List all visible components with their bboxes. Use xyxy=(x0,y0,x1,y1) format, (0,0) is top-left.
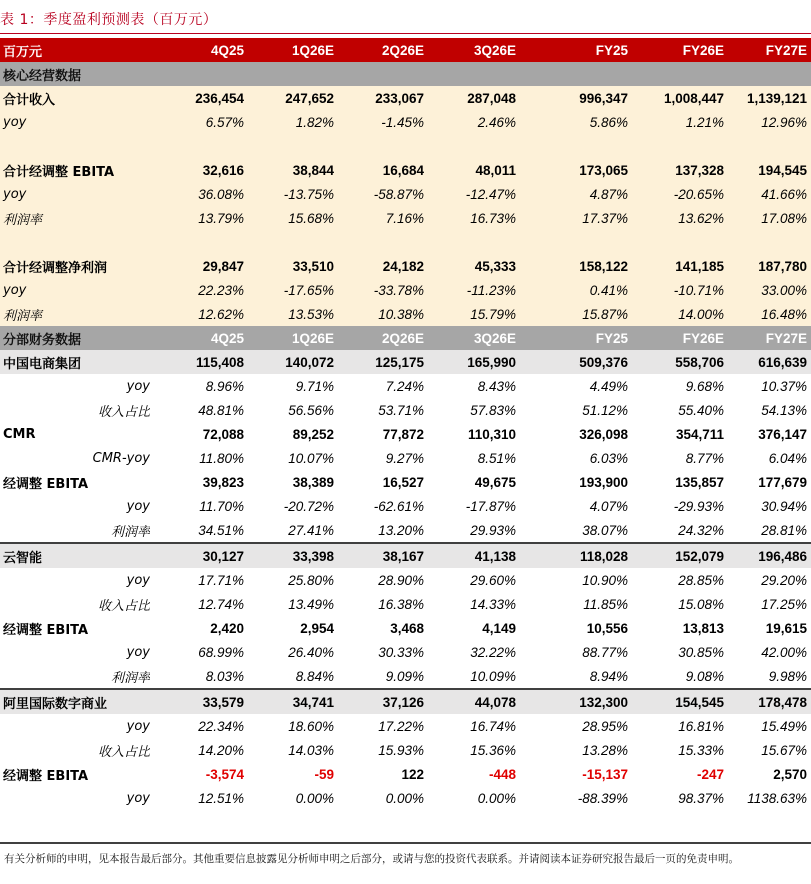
value-cell: 11.80% xyxy=(199,450,244,466)
value-cell: 28.81% xyxy=(761,522,807,538)
value-cell: 41.66% xyxy=(728,182,811,206)
value-cell: 0.41% xyxy=(520,278,632,302)
row-label: yoy xyxy=(0,278,150,302)
value-cell: 10.07% xyxy=(288,450,334,466)
row-label: 阿里国际数字商业 xyxy=(0,689,150,714)
table-row xyxy=(0,206,811,230)
value-cell: 37,126 xyxy=(338,689,428,714)
section-title: 核心经营数据 xyxy=(0,62,150,86)
value-cell: 16.81% xyxy=(678,718,724,734)
row-label: CMR-yoy xyxy=(92,450,150,466)
value-cell: 1.21% xyxy=(632,110,728,134)
section-column-label: FY25 xyxy=(520,326,632,350)
value-cell: 10.09% xyxy=(470,668,516,684)
value-cell: 8.96% xyxy=(205,378,244,394)
empty-cell xyxy=(338,230,428,254)
section-header-row xyxy=(0,62,811,86)
value-cell: 56.56% xyxy=(288,402,334,418)
table-row xyxy=(0,422,811,446)
value-cell: -59 xyxy=(314,766,334,782)
value-cell: 509,376 xyxy=(520,350,632,374)
table-row xyxy=(0,446,811,470)
value-cell: 29,847 xyxy=(150,254,248,278)
section-title: 分部财务数据 xyxy=(0,326,150,350)
row-label: 经调整 EBITA xyxy=(3,476,89,492)
row-label: yoy xyxy=(0,110,150,134)
value-cell: 32.22% xyxy=(470,644,516,660)
header-row xyxy=(0,38,811,62)
value-cell: 44,078 xyxy=(428,689,520,714)
row-label: 利润率 xyxy=(110,524,150,540)
value-cell: 98.37% xyxy=(678,790,724,806)
row-label: 合计经调整净利润 xyxy=(0,254,150,278)
value-cell: 196,486 xyxy=(728,543,811,568)
row-label: 收入占比 xyxy=(97,744,150,760)
section-column-label: 3Q26E xyxy=(428,326,520,350)
value-cell: 39,823 xyxy=(202,474,244,490)
value-cell: 32,616 xyxy=(150,158,248,182)
table-row xyxy=(0,762,811,786)
value-cell: 7.16% xyxy=(338,206,428,230)
value-cell: 10,556 xyxy=(586,620,628,636)
section-column-label: FY27E xyxy=(728,326,811,350)
column-header: 3Q26E xyxy=(428,38,520,62)
row-label: 合计收入 xyxy=(0,86,150,110)
table-row xyxy=(0,254,811,278)
section-column-label: 2Q26E xyxy=(338,326,428,350)
value-cell: 38.07% xyxy=(582,522,628,538)
row-label: yoy xyxy=(126,572,150,588)
value-cell: 15.36% xyxy=(470,742,516,758)
empty-cell xyxy=(632,134,728,158)
value-cell: 45,333 xyxy=(428,254,520,278)
table-row xyxy=(0,374,811,398)
table-row xyxy=(0,302,811,326)
value-cell: 15.33% xyxy=(678,742,724,758)
value-cell: 33,579 xyxy=(150,689,248,714)
table-row xyxy=(0,86,811,110)
value-cell: 177,679 xyxy=(758,474,807,490)
value-cell: 29.93% xyxy=(470,522,516,538)
row-label: yoy xyxy=(126,498,150,514)
table-row xyxy=(0,664,811,689)
value-cell: 19,615 xyxy=(765,620,807,636)
value-cell: 115,408 xyxy=(150,350,248,374)
value-cell: 0.00% xyxy=(385,790,424,806)
row-label: yoy xyxy=(0,182,150,206)
value-cell: 6.03% xyxy=(589,450,628,466)
table-row xyxy=(0,158,811,182)
value-cell: 68.99% xyxy=(198,644,244,660)
table-row xyxy=(0,398,811,422)
empty-cell xyxy=(520,134,632,158)
value-cell: 247,652 xyxy=(248,86,338,110)
row-label: 利润率 xyxy=(0,302,150,326)
section-column-label xyxy=(728,62,811,86)
value-cell: 110,310 xyxy=(467,426,516,442)
table-bottom-rule xyxy=(0,842,811,844)
value-cell: 558,706 xyxy=(632,350,728,374)
value-cell: 15.08% xyxy=(678,596,724,612)
value-cell: 14.33% xyxy=(470,596,516,612)
value-cell: 3,468 xyxy=(390,620,424,636)
empty-cell xyxy=(428,134,520,158)
value-cell: 10.37% xyxy=(761,378,807,394)
value-cell: 15.49% xyxy=(761,718,807,734)
value-cell: 16,527 xyxy=(382,474,424,490)
value-cell: 4.49% xyxy=(589,378,628,394)
table-row xyxy=(0,689,811,714)
value-cell: 16,684 xyxy=(338,158,428,182)
value-cell: 30.94% xyxy=(761,498,807,514)
spacer-row xyxy=(0,230,811,254)
section-column-label xyxy=(520,62,632,86)
value-cell: 17.25% xyxy=(761,596,807,612)
section-column-label: FY26E xyxy=(632,326,728,350)
value-cell: 125,175 xyxy=(338,350,428,374)
value-cell: 33,510 xyxy=(248,254,338,278)
value-cell: 33.00% xyxy=(728,278,811,302)
table-row xyxy=(0,350,811,374)
empty-cell xyxy=(728,230,811,254)
value-cell: 187,780 xyxy=(728,254,811,278)
value-cell: 14.00% xyxy=(632,302,728,326)
value-cell: 30.85% xyxy=(678,644,724,660)
value-cell: 9.98% xyxy=(768,668,807,684)
value-cell: 4,149 xyxy=(482,620,516,636)
spacer-row xyxy=(0,134,811,158)
unit-header: 百万元 xyxy=(0,38,150,62)
table-row xyxy=(0,278,811,302)
row-label: 利润率 xyxy=(110,670,150,686)
value-cell: 22.23% xyxy=(150,278,248,302)
column-header: FY25 xyxy=(520,38,632,62)
value-cell: 13.79% xyxy=(150,206,248,230)
value-cell: 8.43% xyxy=(477,378,516,394)
value-cell: 8.77% xyxy=(685,450,724,466)
section-column-label xyxy=(632,62,728,86)
table-row xyxy=(0,182,811,206)
value-cell: 16.73% xyxy=(428,206,520,230)
value-cell: -58.87% xyxy=(338,182,428,206)
value-cell: 38,389 xyxy=(292,474,334,490)
value-cell: 10.90% xyxy=(582,572,628,588)
section-column-label xyxy=(150,62,248,86)
column-header: 1Q26E xyxy=(248,38,338,62)
value-cell: 88.77% xyxy=(582,644,628,660)
row-label: CMR xyxy=(3,426,36,442)
value-cell: 38,844 xyxy=(248,158,338,182)
disclaimer-footer: 有关分析师的申明，见本报告最后部分。其他重要信息披露见分析师申明之后部分，或请与您的投资代表联系。并请阅读本证券研究报告最后一页的免责申明。 xyxy=(4,853,739,865)
value-cell: 55.40% xyxy=(678,402,724,418)
value-cell: 27.41% xyxy=(288,522,334,538)
value-cell: 2.46% xyxy=(428,110,520,134)
column-header: 4Q25 xyxy=(150,38,248,62)
value-cell: 9.27% xyxy=(385,450,424,466)
value-cell: 158,122 xyxy=(520,254,632,278)
value-cell: -15,137 xyxy=(582,766,628,782)
value-cell: 16.38% xyxy=(378,596,424,612)
table-row xyxy=(0,738,811,762)
value-cell: 141,185 xyxy=(632,254,728,278)
value-cell: 15.68% xyxy=(248,206,338,230)
table-row xyxy=(0,543,811,568)
value-cell: -10.71% xyxy=(632,278,728,302)
value-cell: 22.34% xyxy=(198,718,244,734)
value-cell: 9.68% xyxy=(685,378,724,394)
value-cell: 4.07% xyxy=(589,498,628,514)
table-row xyxy=(0,640,811,664)
value-cell: 140,072 xyxy=(248,350,338,374)
value-cell: 51.12% xyxy=(582,402,628,418)
empty-cell xyxy=(0,230,150,254)
value-cell: -247 xyxy=(696,766,724,782)
value-cell: -62.61% xyxy=(373,498,424,514)
value-cell: 11.70% xyxy=(199,498,244,514)
value-cell: 41,138 xyxy=(428,543,520,568)
empty-cell xyxy=(338,134,428,158)
value-cell: -33.78% xyxy=(338,278,428,302)
value-cell: 29.60% xyxy=(470,572,516,588)
value-cell: 48.81% xyxy=(198,402,244,418)
value-cell: 12.74% xyxy=(198,596,244,612)
value-cell: -448 xyxy=(488,766,516,782)
section-column-label: 1Q26E xyxy=(248,326,338,350)
value-cell: -11.23% xyxy=(428,278,520,302)
value-cell: 8.84% xyxy=(295,668,334,684)
value-cell: 30,127 xyxy=(150,543,248,568)
value-cell: 13,813 xyxy=(682,620,724,636)
value-cell: 132,300 xyxy=(520,689,632,714)
value-cell: 29.20% xyxy=(761,572,807,588)
value-cell: 2,954 xyxy=(300,620,334,636)
value-cell: 72,088 xyxy=(202,426,244,442)
table-row xyxy=(0,110,811,134)
value-cell: 12.51% xyxy=(198,790,244,806)
row-label: 合计经调整 EBITA xyxy=(0,158,150,182)
row-label: 经调整 EBITA xyxy=(3,622,89,638)
value-cell: 77,872 xyxy=(382,426,424,442)
forecast-table xyxy=(0,38,811,810)
value-cell: 48,011 xyxy=(428,158,520,182)
value-cell: 17.22% xyxy=(378,718,424,734)
table-row xyxy=(0,470,811,494)
column-header: FY27E xyxy=(728,38,811,62)
value-cell: 7.24% xyxy=(385,378,424,394)
value-cell: 11.85% xyxy=(583,596,628,612)
empty-cell xyxy=(150,230,248,254)
value-cell: 996,347 xyxy=(520,86,632,110)
table-caption: 表 1：季度盈利预测表（百万元） xyxy=(0,12,218,28)
value-cell: 173,065 xyxy=(520,158,632,182)
table-row xyxy=(0,592,811,616)
value-cell: 6.04% xyxy=(768,450,807,466)
section-column-label xyxy=(338,62,428,86)
value-cell: 15.67% xyxy=(761,742,807,758)
value-cell: 17.71% xyxy=(198,572,244,588)
value-cell: -20.72% xyxy=(283,498,334,514)
value-cell: 236,454 xyxy=(150,86,248,110)
value-cell: 42.00% xyxy=(761,644,807,660)
section-column-label xyxy=(428,62,520,86)
value-cell: 28.90% xyxy=(378,572,424,588)
value-cell: 28.85% xyxy=(678,572,724,588)
empty-cell xyxy=(632,230,728,254)
section-header-row xyxy=(0,326,811,350)
row-label: 中国电商集团 xyxy=(0,350,150,374)
row-label: 收入占比 xyxy=(97,404,150,420)
value-cell: 57.83% xyxy=(470,402,516,418)
empty-cell xyxy=(248,134,338,158)
value-cell: 354,711 xyxy=(675,426,724,442)
value-cell: -20.65% xyxy=(632,182,728,206)
value-cell: 26.40% xyxy=(288,644,334,660)
value-cell: 137,328 xyxy=(632,158,728,182)
row-label: 收入占比 xyxy=(97,598,150,614)
value-cell: 1,008,447 xyxy=(632,86,728,110)
table-row xyxy=(0,494,811,518)
value-cell: 34.51% xyxy=(198,522,244,538)
value-cell: -1.45% xyxy=(338,110,428,134)
value-cell: 17.08% xyxy=(728,206,811,230)
value-cell: 154,545 xyxy=(632,689,728,714)
table-row xyxy=(0,518,811,543)
value-cell: 13.28% xyxy=(582,742,628,758)
value-cell: -29.93% xyxy=(673,498,724,514)
empty-cell xyxy=(150,134,248,158)
row-label: 云智能 xyxy=(0,543,150,568)
value-cell: 89,252 xyxy=(292,426,334,442)
value-cell: 16.48% xyxy=(728,302,811,326)
value-cell: 13.20% xyxy=(378,522,424,538)
value-cell: 16.74% xyxy=(470,718,516,734)
column-header: FY26E xyxy=(632,38,728,62)
value-cell: 38,167 xyxy=(338,543,428,568)
column-header: 2Q26E xyxy=(338,38,428,62)
section-column-label xyxy=(248,62,338,86)
value-cell: 193,900 xyxy=(579,474,628,490)
value-cell: 10.38% xyxy=(338,302,428,326)
table-row xyxy=(0,786,811,810)
value-cell: 15.93% xyxy=(378,742,424,758)
value-cell: 9.09% xyxy=(385,668,424,684)
value-cell: 165,990 xyxy=(428,350,520,374)
value-cell: 2,570 xyxy=(773,766,807,782)
value-cell: 36.08% xyxy=(150,182,248,206)
value-cell: 135,857 xyxy=(675,474,724,490)
value-cell: 8.94% xyxy=(589,668,628,684)
value-cell: 1.82% xyxy=(248,110,338,134)
value-cell: 17.37% xyxy=(520,206,632,230)
table-row xyxy=(0,714,811,738)
value-cell: 53.71% xyxy=(378,402,424,418)
section-column-label: 4Q25 xyxy=(150,326,248,350)
value-cell: 13.53% xyxy=(248,302,338,326)
row-label: yoy xyxy=(126,378,150,394)
value-cell: 49,675 xyxy=(474,474,516,490)
value-cell: 8.51% xyxy=(477,450,516,466)
value-cell: 1138.63% xyxy=(747,790,807,806)
value-cell: 33,398 xyxy=(248,543,338,568)
value-cell: 8.03% xyxy=(205,668,244,684)
value-cell: 25.80% xyxy=(288,572,334,588)
value-cell: 28.95% xyxy=(582,718,628,734)
value-cell: -88.39% xyxy=(577,790,628,806)
empty-cell xyxy=(428,230,520,254)
table-row xyxy=(0,616,811,640)
value-cell: 14.03% xyxy=(288,742,334,758)
value-cell: 18.60% xyxy=(288,718,334,734)
value-cell: 0.00% xyxy=(477,790,516,806)
value-cell: 34,741 xyxy=(248,689,338,714)
caption-rule xyxy=(0,33,811,34)
value-cell: 15.87% xyxy=(520,302,632,326)
value-cell: 376,147 xyxy=(758,426,807,442)
value-cell: 5.86% xyxy=(520,110,632,134)
empty-cell xyxy=(728,134,811,158)
row-label: yoy xyxy=(126,790,150,806)
value-cell: 54.13% xyxy=(761,402,807,418)
table-row xyxy=(0,568,811,592)
value-cell: -17.87% xyxy=(465,498,516,514)
value-cell: -13.75% xyxy=(248,182,338,206)
value-cell: 12.96% xyxy=(728,110,811,134)
value-cell: -3,574 xyxy=(205,766,244,782)
value-cell: -17.65% xyxy=(248,278,338,302)
row-label: 利润率 xyxy=(0,206,150,230)
value-cell: 30.33% xyxy=(378,644,424,660)
value-cell: 194,545 xyxy=(728,158,811,182)
empty-cell xyxy=(248,230,338,254)
value-cell: 2,420 xyxy=(210,620,244,636)
value-cell: 178,478 xyxy=(728,689,811,714)
row-label: 经调整 EBITA xyxy=(3,768,89,784)
value-cell: 1,139,121 xyxy=(728,86,811,110)
value-cell: 233,067 xyxy=(338,86,428,110)
value-cell: 616,639 xyxy=(728,350,811,374)
value-cell: 287,048 xyxy=(428,86,520,110)
value-cell: 9.08% xyxy=(685,668,724,684)
value-cell: 13.62% xyxy=(632,206,728,230)
value-cell: -12.47% xyxy=(428,182,520,206)
value-cell: 122 xyxy=(401,766,424,782)
value-cell: 4.87% xyxy=(520,182,632,206)
value-cell: 15.79% xyxy=(428,302,520,326)
value-cell: 12.62% xyxy=(150,302,248,326)
value-cell: 6.57% xyxy=(150,110,248,134)
value-cell: 13.49% xyxy=(288,596,334,612)
value-cell: 9.71% xyxy=(295,378,334,394)
row-label: yoy xyxy=(126,718,150,734)
value-cell: 326,098 xyxy=(579,426,628,442)
value-cell: 14.20% xyxy=(198,742,244,758)
value-cell: 24.32% xyxy=(678,522,724,538)
value-cell: 152,079 xyxy=(632,543,728,568)
value-cell: 118,028 xyxy=(520,543,632,568)
empty-cell xyxy=(0,134,150,158)
value-cell: 24,182 xyxy=(338,254,428,278)
row-label: yoy xyxy=(126,644,150,660)
empty-cell xyxy=(520,230,632,254)
value-cell: 0.00% xyxy=(295,790,334,806)
